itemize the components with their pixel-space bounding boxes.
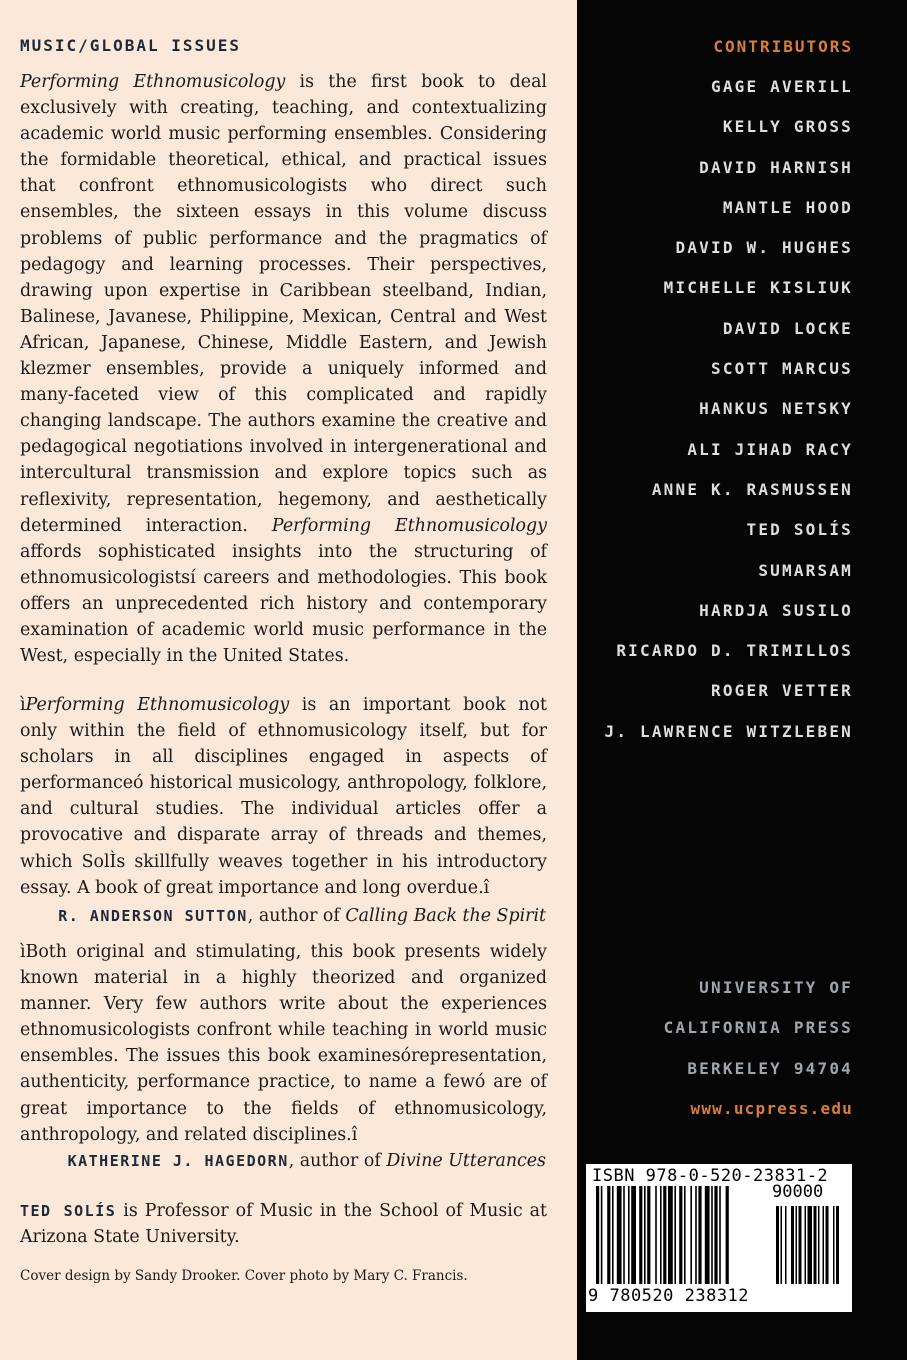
book-title-italic: Performing Ethnomusicology xyxy=(20,72,286,92)
contributor-name: ANNE K. RASMUSSEN xyxy=(651,479,853,499)
category-label: MUSIC/GLOBAL ISSUES xyxy=(20,36,242,55)
quote1-book: Calling Back the Spirit xyxy=(345,906,546,926)
contributor-name: GAGE AVERILL xyxy=(711,77,853,96)
barcode-bar xyxy=(655,1186,657,1284)
barcode-bar xyxy=(612,1186,614,1284)
barcode-bar xyxy=(617,1186,622,1284)
barcode-bar xyxy=(714,1186,717,1284)
barcode-addon-bar xyxy=(805,1206,807,1284)
barcode-bar xyxy=(628,1186,630,1284)
quote1-attribution xyxy=(20,903,546,929)
publisher-line-1: UNIVERSITY OF xyxy=(699,978,853,997)
quote2-author: KATHERINE J. HAGEDORN xyxy=(67,1152,289,1170)
barcode-bar xyxy=(674,1186,676,1284)
contributor-name: ROGER VETTER xyxy=(711,681,853,701)
book-title-italic-2: Performing Ethnomusicology xyxy=(271,515,547,536)
ean-number: 9 780520 238312 xyxy=(588,1286,750,1306)
quote1-text: is an important book not only within the field of ethnomusicology itself, but for scholars in all disciplines engaged in aspects of performanceó historical musicology, anthropology, folklore, and cultural studies. The individual articles offer a provocative and disparate array of threads and themes, which SolÌs skillfully weaves together in his introductory essay. A book of great importance and long overdue.î xyxy=(20,695,547,898)
barcode-addon-bar xyxy=(776,1206,779,1284)
barcode-bar xyxy=(719,1186,721,1284)
publisher-address: BERKELEY 94704 xyxy=(687,1058,853,1078)
contributor-name: TED SOLÍS xyxy=(746,520,853,540)
cover-credits: Cover design by Sandy Drooker. Cover photo by Mary C. Francis. xyxy=(20,1268,468,1284)
barcode-bar xyxy=(607,1186,610,1284)
contributor-name: J. LAWRENCE WITZLEBEN xyxy=(604,721,853,741)
barcode-bar xyxy=(695,1186,697,1284)
book-description xyxy=(20,69,547,669)
contributor-name: ALI JIHAD RACY xyxy=(687,439,853,459)
contributor-name: HARDJA SUSILO xyxy=(699,600,853,620)
price-addon-code: 90000 xyxy=(772,1182,824,1202)
barcode-bar xyxy=(647,1186,650,1284)
review-quote-2: ìBoth original and stimulating, this book presents widely known material in a highly theorized and organized manner. Very few authors write about the experiences ethnomusicologists confront while teaching in world music ensembles. The issues this book examinesórepresentation, authenticity, performance practice, to name a fewó are of great importance to the fields of ethnomusicology, anthropology, and related disciplines.î xyxy=(20,942,547,1145)
barcode-bar xyxy=(726,1186,729,1284)
barcode-bar xyxy=(631,1186,636,1284)
barcode-bar xyxy=(690,1186,692,1284)
quote1-author: R. ANDERSON SUTTON xyxy=(58,907,248,925)
contributors-panel xyxy=(577,0,907,1360)
barcode-bar xyxy=(623,1186,625,1284)
barcode-bar xyxy=(644,1186,646,1284)
quote-open-mark: ì xyxy=(20,695,26,715)
barcode-addon-bar xyxy=(799,1206,802,1284)
barcode-bar xyxy=(601,1186,603,1284)
contributor-name: MICHELLE KISLIUK xyxy=(663,278,853,298)
about-author-name: TED SOLÍS xyxy=(20,1202,117,1220)
barcode-bar xyxy=(684,1186,686,1284)
description-text-2: affords sophisticated insights into the structuring of ethnomusicologistsí careers and methodologies. This book offers an unprecedented rich history and contemporary examination of academic world music performance in the West, especially in the United States. xyxy=(20,541,547,667)
barcode-bars-icon xyxy=(596,1186,846,1286)
barcode-bar xyxy=(596,1186,599,1284)
barcode-addon-bar xyxy=(808,1206,813,1284)
barcode-addon-bar xyxy=(823,1206,825,1284)
barcode-bar xyxy=(698,1186,701,1284)
about-author xyxy=(20,1198,547,1250)
isbn-text: ISBN 978-0-520-23831-2 xyxy=(592,1166,829,1186)
quote2-book: Divine Utterances xyxy=(386,1151,546,1171)
publisher-line-2: CALIFORNIA PRESS xyxy=(663,1018,853,1038)
barcode-bar xyxy=(705,1186,710,1284)
barcode-addon-bar xyxy=(781,1206,783,1284)
contributors-heading: CONTRIBUTORS xyxy=(713,37,853,56)
barcode-addon-bar xyxy=(826,1206,829,1284)
barcode-bar xyxy=(679,1186,682,1284)
barcode-bar xyxy=(663,1186,666,1284)
barcode-addon-bar xyxy=(791,1206,794,1284)
contributor-name: DAVID HARNISH xyxy=(699,157,853,177)
barcode-bar xyxy=(711,1186,713,1284)
barcode-addon-bar xyxy=(814,1206,817,1284)
quote2-attribution xyxy=(20,1148,546,1174)
about-author-text: is Professor of Music in the School of Music at Arizona State University. xyxy=(20,1201,547,1248)
barcode-addon-bar xyxy=(833,1206,835,1284)
contributor-name: SUMARSAM xyxy=(758,560,853,580)
barcode-addon-bar xyxy=(785,1206,787,1284)
contributor-name: SCOTT MARCUS xyxy=(711,359,853,379)
barcode-addon-bar xyxy=(818,1206,820,1284)
publisher-website: www.ucpress.edu xyxy=(690,1098,853,1118)
contributor-name: KELLY GROSS xyxy=(722,117,853,137)
barcode-addon-bar xyxy=(836,1206,839,1284)
quote1-author-of: , author of xyxy=(247,906,346,926)
contributor-name: MANTLE HOOD xyxy=(722,197,853,217)
publisher-block xyxy=(664,968,853,1129)
contributors-list xyxy=(605,67,854,752)
contributor-name: DAVID LOCKE xyxy=(722,318,853,338)
isbn-barcode xyxy=(586,1164,852,1312)
barcode-addon-bar xyxy=(796,1206,798,1284)
review-quote-1 xyxy=(20,692,547,901)
barcode-bar xyxy=(639,1186,642,1284)
contributor-name: DAVID W. HUGHES xyxy=(675,238,853,258)
quote2-author-of: , author of xyxy=(288,1151,387,1171)
barcode-bar xyxy=(660,1186,662,1284)
quote1-book-title: Performing Ethnomusicology xyxy=(25,695,290,715)
contributor-name: RICARDO D. TRIMILLOS xyxy=(616,641,853,661)
barcode-bar xyxy=(668,1186,673,1284)
description-text-1: is the first book to deal exclusively with creating, teaching, and contextualizing academic world music performing ensembles. Considering the formidable theoretical, ethical, and practical issues that confront ethnomusicologists who direct such ensembles, the sixteen essays in this volume discuss problems of public performance and the pragmatics of pedagogy and learning processes. Their perspectives, drawing upon expertise in Caribbean steelband, Indian, Balinese, Javanese, Philippine, Mexican, Central and West African, Japanese, Chinese, Middle Eastern, and Jewish klezmer ensembles, provide a uniquely informed and many-faceted view of this complicated and rapidly changing landscape. The authors examine the creative and pedagogical negotiations involved in intergenerational and intercultural transmission and explore topics such as reflexivity, representation, hegemony, and aesthetically determined interaction. xyxy=(20,72,547,536)
contributor-name: HANKUS NETSKY xyxy=(699,399,853,419)
